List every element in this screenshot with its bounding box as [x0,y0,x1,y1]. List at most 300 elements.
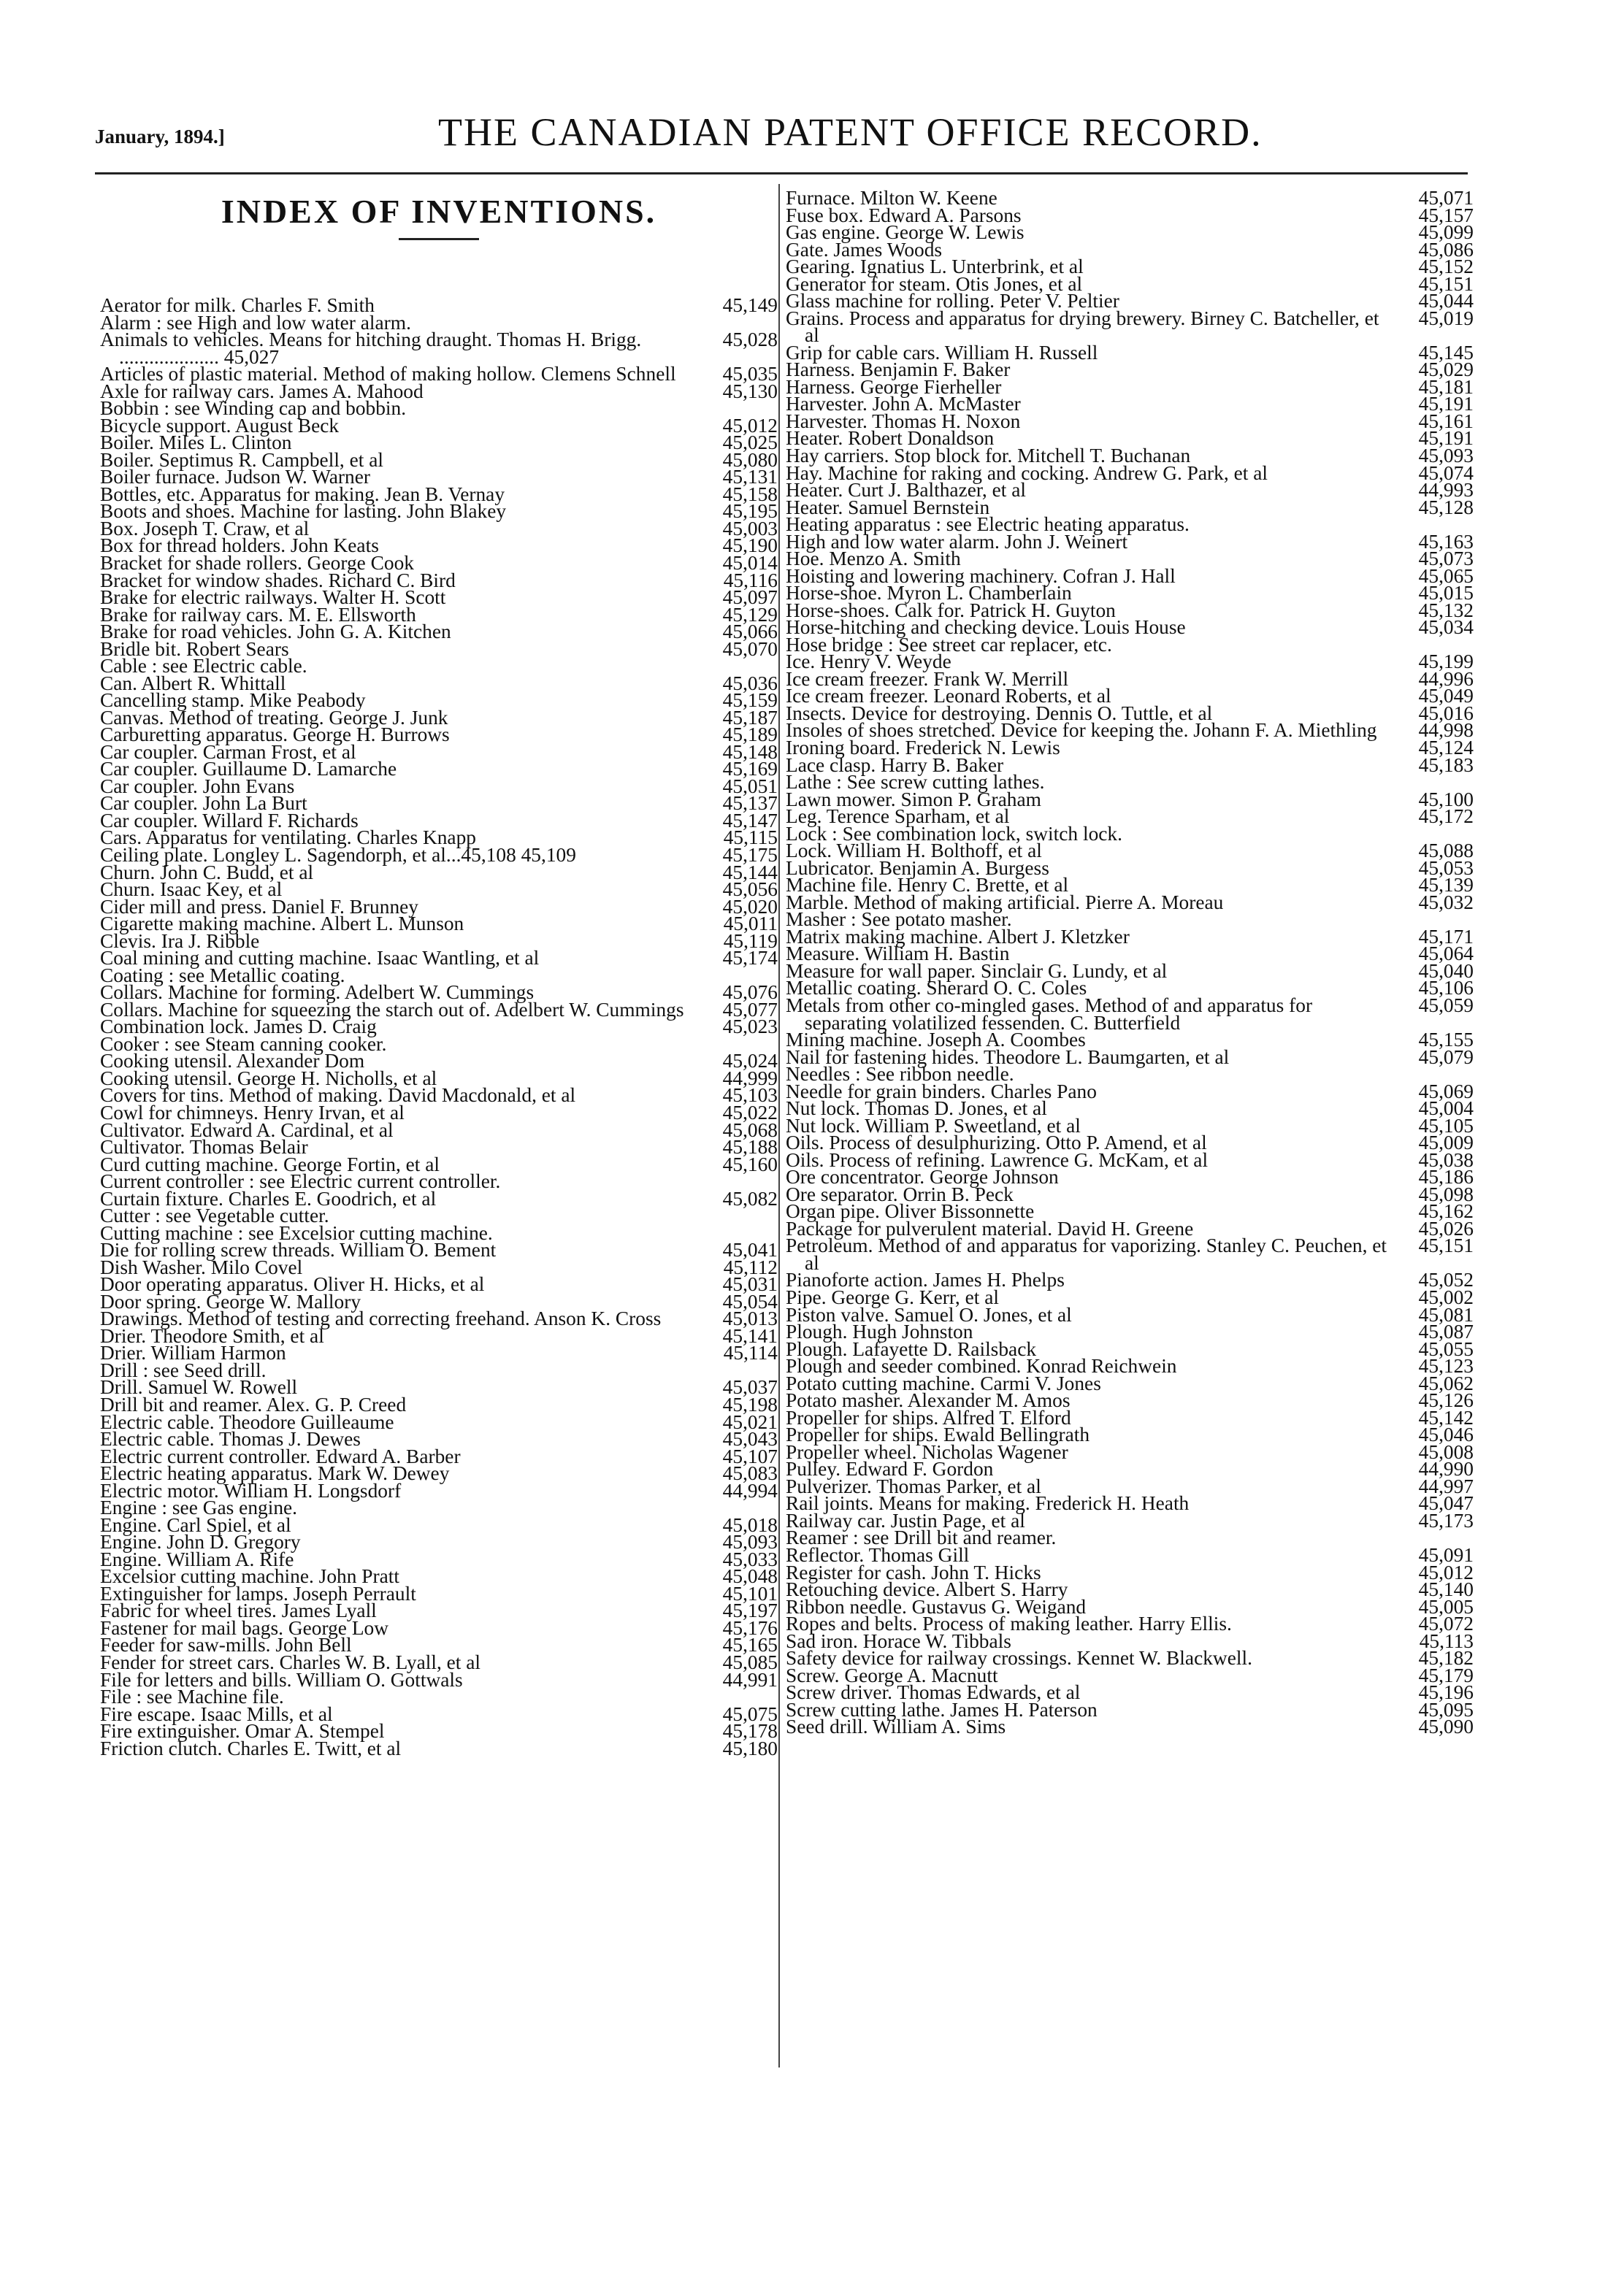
entry-text: Clevis. Ira J. Ribble [100,929,260,952]
patent-number: 45,023 [722,1015,778,1038]
entry-text: Nut lock. William P. Sweetland, et al [786,1114,1081,1137]
patent-number: 45,052 [1418,1269,1474,1291]
patent-number: 45,174 [722,947,778,970]
entry-text: Metals from other co-mingled gases. Method of and apparatus for separating volatilized fessenden. C. Butterfield [786,994,1313,1034]
patent-number: 45,186 [1418,1166,1474,1189]
entry-text: Collars. Machine for squeezing the starch out of. Adelbert W. Cummings [100,998,684,1021]
entry-text: Friction clutch. Charles E. Twitt, et al [100,1737,402,1759]
patent-number: 45,036 [722,672,778,694]
entry-text: Propeller for ships. Alfred T. Elford [786,1406,1071,1429]
patent-number: 45,112 [723,1256,778,1278]
patent-number: 45,093 [1418,444,1474,467]
patent-number: 45,161 [1418,410,1474,432]
patent-number: 45,055 [1418,1337,1474,1360]
entry-text: Masher : See potato masher. [786,908,1012,931]
entry-text: Gate. James Woods [786,238,943,261]
patent-number: 45,016 [1418,702,1474,724]
patent-number: 45,014 [722,551,778,574]
patent-number: 45,149 [722,294,778,316]
entry-text: Petroleum. Method of and apparatus for vaporizing. Stanley C. Peuchen, et al [786,1235,1387,1274]
patent-number: 45,044 [1418,290,1474,312]
entry-text: Articles of plastic material. Method of making hollow. Clemens Schnell [100,363,676,385]
entry-text: Harvester. Thomas H. Noxon [786,410,1021,432]
entry-text: Package for pulverulent material. David H. Greene [786,1217,1194,1240]
entry-text: High and low water alarm. John J. Weinert [786,530,1128,553]
patent-number: 44,999 [722,1067,778,1089]
entry-text: Fastener for mail bags. George Low [100,1616,389,1639]
patent-number: 45,015 [1418,582,1474,604]
patent-number: 45,179 [1418,1664,1474,1686]
patent-number: 45,082 [722,1187,778,1210]
patent-number: 45,175 [722,844,778,866]
patent-number: 45,073 [1418,548,1474,570]
entry-text: Cowl for chimneys. Henry Irvan, et al [100,1101,405,1124]
entry-text: Pulley. Edward F. Gordon [786,1458,994,1481]
patent-number: 45,139 [1418,874,1474,896]
entry-text: Plough and seeder combined. Konrad Reichwein [786,1355,1177,1378]
patent-number: 45,020 [722,895,778,918]
entry-text: Heating apparatus : see Electric heating apparatus. [786,513,1190,536]
patent-number: 45,151 [1418,1235,1474,1257]
entry-text: Drawings. Method of testing and correcting freehand. Anson K. Cross [100,1308,662,1330]
entry-text: Retouching device. Albert S. Harry [786,1578,1068,1601]
entry-text: Canvas. Method of treating. George J. Junk [100,706,448,729]
entry-text: Hoisting and lowering machinery. Cofran J. Hall [786,564,1176,587]
patent-number: 45,008 [1418,1440,1474,1463]
entry-text: Fabric for wheel tires. James Lyall [100,1600,377,1622]
entry-text: Hose bridge : See street car replacer, etc. [786,633,1112,656]
entry-text: Fire extinguisher. Omar A. Stempel [100,1720,385,1743]
entry-text: Dish Washer. Milo Covel [100,1256,303,1278]
patent-number: 45,032 [1418,891,1474,913]
entry-text: Plough. Lafayette D. Railsback [786,1337,1037,1360]
entry-text: Bracket for shade rollers. George Cook [100,551,414,574]
entry-text: Generator for steam. Otis Jones, et al [786,272,1083,295]
patent-number: 45,165 [722,1634,778,1656]
patent-number: 45,011 [723,913,778,935]
patent-number: 45,188 [722,1136,778,1159]
patent-number: 45,066 [722,621,778,643]
entry-text: Combination lock. James D. Craig [100,1015,377,1038]
patent-number: 45,035 [722,363,778,385]
entry-text: Ice. Henry V. Weyde [786,650,951,673]
patent-number: 45,004 [1418,1097,1474,1120]
patent-number: 45,130 [722,380,778,402]
patent-number: 45,095 [1418,1698,1474,1721]
entry-text: Cider mill and press. Daniel F. Brunney [100,895,418,918]
entry-text: Harness. Benjamin F. Baker [786,358,1011,381]
left-column [100,190,778,1757]
patent-number: 45,116 [723,569,778,591]
patent-number: 45,101 [722,1582,778,1605]
entry-text: Ironing board. Frederick N. Lewis [786,737,1060,759]
entry-text: Engine. Carl Spiel, et al [100,1513,291,1536]
patent-number: 45,049 [1418,685,1474,707]
entry-text: Screw. George A. Macnutt [786,1664,998,1686]
patent-number: 45,140 [1418,1578,1474,1601]
entry-text: Bridle bit. Robert Sears [100,637,289,660]
entry-text: Bobbin : see Winding cap and bobbin. [100,397,407,420]
patent-number: 45,075 [722,1702,778,1725]
patent-number: 45,031 [722,1273,778,1296]
entry-text: Safety device for railway crossings. Kennet W. Blackwell. [786,1647,1252,1670]
entry-text: Screw driver. Thomas Edwards, et al [786,1681,1081,1704]
patent-number: 45,081 [1418,1303,1474,1326]
patent-number: 45,151 [1418,272,1474,295]
entry-text: Car coupler. Willard F. Richards [100,809,359,832]
entry-text: Door operating apparatus. Oliver H. Hicks, et al [100,1273,485,1296]
patent-number: 45,145 [1418,341,1474,364]
entry-text: Car coupler. John Evans [100,775,295,797]
patent-number: 45,107 [722,1445,778,1467]
entry-text: Matrix making machine. Albert J. Kletzker [786,925,1130,948]
entry-text: Engine : see Gas engine. [100,1497,298,1519]
patent-number: 45,076 [722,981,778,1004]
patent-number: 45,053 [1418,856,1474,879]
patent-number: 45,142 [1418,1406,1474,1429]
patent-number: 45,137 [722,792,778,815]
entry-text: File : see Machine file. [100,1686,284,1708]
patent-number: 45,191 [1418,393,1474,415]
entry-text: Aerator for milk. Charles F. Smith [100,294,375,316]
index-entry [786,1716,1474,1738]
entry-text: Seed drill. William A. Sims [786,1716,1006,1738]
entry-text: Heater. Robert Donaldson [786,427,995,450]
patent-number: 45,029 [1418,358,1474,381]
patent-number: 45,018 [722,1513,778,1536]
patent-number: 45,197 [722,1600,778,1622]
patent-number: 44,997 [1418,1475,1474,1497]
entry-text: Car coupler. Guillaume D. Lamarche [100,758,397,780]
entry-text: Brake for road vehicles. John G. A. Kitchen [100,621,451,643]
entry-text: Cooker : see Steam canning cooker. [100,1032,387,1055]
patent-number: 45,098 [1418,1183,1474,1205]
entry-text: Electric cable. Theodore Guilleaume [100,1410,394,1433]
publication-title: THE CANADIAN PATENT OFFICE RECORD. [438,110,1263,154]
entry-text: Gas engine. George W. Lewis [786,221,1025,244]
entry-text: Collars. Machine for forming. Adelbert W. Cummings [100,981,535,1004]
patent-number: 45,040 [1418,959,1474,982]
entry-text: Churn. John C. Budd, et al [100,861,314,883]
entry-text: Curtain fixture. Charles E. Goodrich, et al [100,1187,437,1210]
entry-text: Lock : See combination lock, switch lock. [786,822,1122,845]
patent-number: 45,088 [1418,840,1474,862]
patent-number: 45,025 [722,431,778,454]
entry-text: File for letters and bills. William O. Gottwals [100,1668,463,1691]
patent-number: 45,074 [1418,461,1474,484]
patent-number: 45,169 [722,758,778,780]
patent-number: 45,048 [722,1565,778,1588]
patent-number: 45,024 [722,1050,778,1072]
patent-number: 45,173 [1418,1509,1474,1532]
entry-text: Needle for grain binders. Charles Pano [786,1080,1097,1102]
entry-text: Potato masher. Alexander M. Amos [786,1389,1071,1412]
patent-number: 45,100 [1418,788,1474,810]
entry-text: Hoe. Menzo A. Smith [786,548,961,570]
entry-text: Coal mining and cutting machine. Isaac Wantling, et al [100,947,540,970]
patent-number: 45,019 [1418,307,1474,329]
entry-text: Alarm : see High and low water alarm. [100,311,411,334]
patent-number: 45,191 [1418,427,1474,450]
entry-text: Cutter : see Vegetable cutter. [100,1205,329,1227]
patent-number: 45,080 [722,448,778,471]
entry-text: Current controller : see Electric current controller. [100,1170,501,1193]
entry-text: Drier. Theodore Smith, et al [100,1324,324,1347]
patent-number: 45,028 [722,329,778,351]
patent-number: 45,072 [1418,1613,1474,1635]
patent-number: 45,069 [1418,1080,1474,1102]
entry-text: Register for cash. John T. Hicks [786,1561,1041,1583]
entry-text: Oils. Process of refining. Lawrence G. McKam, et al [786,1148,1209,1171]
index-entry [100,1737,778,1759]
entry-text: Propeller wheel. Nicholas Wagener [786,1440,1068,1463]
entry-text: Curd cutting machine. George Fortin, et al [100,1153,440,1175]
entry-text: Drier. William Harmon [100,1342,286,1364]
entry-text: Horse-shoe. Myron L. Chamberlain [786,582,1072,604]
patent-number: 45,062 [1418,1372,1474,1394]
entry-text: Bottles, etc. Apparatus for making. Jean B. Vernay [100,483,505,505]
entry-text: Screw cutting lathe. James H. Paterson [786,1698,1098,1721]
entry-text: Horse-hitching and checking device. Louis House [786,616,1186,639]
entry-text: Brake for railway cars. M. E. Ellsworth [100,603,416,626]
patent-number: 45,037 [722,1376,778,1399]
patent-number: 45,090 [1418,1716,1474,1738]
patent-number: 45,147 [722,809,778,832]
entry-text: Churn. Isaac Key, et al [100,878,283,901]
entry-text: Insects. Device for destroying. Dennis O. Tuttle, et al [786,702,1213,724]
patent-number: 45,033 [722,1548,778,1570]
entry-text: Box. Joseph T. Craw, et al [100,517,310,540]
patent-number: 45,119 [723,929,778,952]
entry-text: Mining machine. Joseph A. Coombes [786,1029,1086,1051]
entry-text: Ice cream freezer. Leonard Roberts, et al [786,685,1111,707]
entry-text: Cultivator. Thomas Belair [100,1136,308,1159]
entry-text: Nut lock. Thomas D. Jones, et al [786,1097,1047,1120]
patent-number: 45,002 [1418,1286,1474,1308]
right-column [786,187,1474,1738]
patent-number: 45,097 [722,586,778,609]
entry-text: Measure. William H. Bastin [786,942,1010,965]
patent-number: 44,996 [1418,667,1474,690]
patent-number: 45,163 [1418,530,1474,553]
patent-number: 45,199 [1418,650,1474,673]
patent-number: 45,099 [1418,221,1474,244]
entry-text: Cutting machine : see Excelsior cutting machine. [100,1221,493,1244]
entry-text: Car coupler. John La Burt [100,792,307,815]
patent-number: 45,115 [723,826,778,849]
patent-number: 45,077 [722,998,778,1021]
entry-text: Cooking utensil. Alexander Dom [100,1050,365,1072]
entry-text: Cultivator. Edward A. Cardinal, et al [100,1118,394,1141]
entry-text: Propeller for ships. Ewald Bellingrath [786,1424,1090,1446]
patent-number: 45,124 [1418,737,1474,759]
entry-text: Boiler furnace. Judson W. Warner [100,466,371,488]
patent-number: 45,009 [1418,1132,1474,1154]
entry-text: Cable : see Electric cable. [100,655,307,677]
entry-text: Hay. Machine for raking and cocking. Andrew G. Park, et al [786,461,1268,484]
patent-number: 45,159 [722,689,778,712]
entry-text: Reamer : see Drill bit and reamer. [786,1527,1057,1549]
patent-number: 45,059 [1418,994,1474,1016]
entry-text: Marble. Method of making artificial. Pierre A. Moreau [786,891,1224,913]
patent-number: 45,003 [722,517,778,540]
entry-text: Drill. Samuel W. Rowell [100,1376,298,1399]
entry-text: Piston valve. Samuel O. Jones, et al [786,1303,1072,1326]
patent-number: 45,022 [722,1101,778,1124]
entry-text: Boiler. Miles L. Clinton [100,431,292,454]
patent-number: 45,144 [722,861,778,883]
patent-number: 45,087 [1418,1321,1474,1343]
entry-text: Bracket for window shades. Richard C. Bird [100,569,456,591]
entry-text: Lace clasp. Harry B. Baker [786,753,1004,776]
entry-text: Cooking utensil. George H. Nicholls, et al [100,1067,437,1089]
entry-text: Ropes and belts. Process of making leather. Harry Ellis. [786,1613,1232,1635]
page-header [95,110,1526,168]
patent-number: 45,162 [1418,1200,1474,1223]
header-rule [95,172,1468,174]
entry-text: Excelsior cutting machine. John Pratt [100,1565,400,1588]
entry-text: Ice cream freezer. Frank W. Merrill [786,667,1069,690]
entry-text: Grains. Process and apparatus for drying brewery. Birney C. Batcheller, et al [786,307,1379,347]
entry-text: Ribbon needle. Gustavus G. Weigand [786,1595,1087,1618]
patent-number: 45,065 [1418,564,1474,587]
patent-number: 45,189 [722,723,778,746]
entry-text: Plough. Hugh Johnston [786,1321,973,1343]
entry-text: Reflector. Thomas Gill [786,1543,970,1566]
entry-text: Glass machine for rolling. Peter V. Peltier [786,290,1119,312]
entry-text: Potato cutting machine. Carmi V. Jones [786,1372,1101,1394]
entry-text: Fender for street cars. Charles W. B. Lyall, et al [100,1651,481,1673]
patent-number: 45,106 [1418,977,1474,999]
entry-text: Ceiling plate. Longley L. Sagendorph, et al...45,108 45,109 [100,844,576,866]
patent-number: 45,198 [722,1394,778,1416]
entry-text: Ore concentrator. George Johnson [786,1166,1059,1189]
entry-text: Animals to vehicles. Means for hitching draught. Thomas H. Brigg. .................... 45,027 [100,329,642,368]
patent-number: 45,158 [722,483,778,505]
patent-number: 45,131 [722,466,778,488]
patent-number: 45,056 [722,878,778,901]
section-title: INDEX OF INVENTIONS. [221,193,657,230]
patent-number: 45,183 [1418,753,1474,776]
patent-number: 45,176 [722,1616,778,1639]
patent-number: 45,068 [722,1118,778,1141]
left-entries [100,294,778,1759]
patent-number: 45,046 [1418,1424,1474,1446]
issue-date: January, 1894.] [95,126,225,147]
patent-number: 45,051 [722,775,778,797]
patent-number: 45,070 [722,637,778,660]
patent-number: 45,148 [722,740,778,763]
index-entry [786,994,1474,1034]
entry-text: Fuse box. Edward A. Parsons [786,204,1022,226]
entry-text: Feeder for saw-mills. John Bell [100,1634,352,1656]
patent-number: 45,086 [1418,238,1474,261]
entry-text: Insoles of shoes stretched. Device for keeping the. Johann F. A. Miethling [786,719,1377,742]
patent-number: 45,182 [1418,1647,1474,1670]
patent-number: 45,160 [722,1153,778,1175]
entry-text: Grip for cable cars. William H. Russell [786,341,1098,364]
entry-text: Heater. Samuel Bernstein [786,496,990,518]
patent-number: 44,998 [1418,719,1474,742]
right-entries [786,187,1474,1738]
entry-text: Can. Albert R. Whittall [100,672,286,694]
entry-text: Nail for fastening hides. Theodore L. Baumgarten, et al [786,1045,1230,1068]
entry-text: Door spring. George W. Mallory [100,1290,361,1313]
entry-text: Brake for electric railways. Walter H. Scott [100,586,446,609]
patent-number: 45,021 [722,1410,778,1433]
entry-text: Rail joints. Means for making. Frederick H. Heath [786,1492,1190,1515]
entry-text: Oils. Process of desulphurizing. Otto P. Amend, et al [786,1132,1207,1154]
entry-text: Machine file. Henry C. Brette, et al [786,874,1069,896]
patent-number: 45,012 [1418,1561,1474,1583]
entry-text: Die for rolling screw threads. William O. Bement [100,1239,497,1262]
patent-number: 45,047 [1418,1492,1474,1515]
index-entry [786,307,1474,347]
entry-text: Cars. Apparatus for ventilating. Charles Knapp [100,826,476,849]
patent-number: 45,113 [1419,1629,1474,1652]
entry-text: Cigarette making machine. Albert L. Munson [100,913,464,935]
entry-text: Electric motor. William H. Longsdorf [100,1479,402,1502]
patent-number: 45,129 [722,603,778,626]
patent-number: 45,038 [1418,1148,1474,1171]
patent-number: 45,114 [723,1342,778,1364]
patent-number: 45,041 [722,1239,778,1262]
patent-number: 45,196 [1418,1681,1474,1704]
patent-number: 45,079 [1418,1045,1474,1068]
entry-text: Sad iron. Horace W. Tibbals [786,1629,1011,1652]
patent-number: 45,157 [1418,204,1474,226]
patent-number: 45,152 [1418,256,1474,278]
patent-number: 45,091 [1418,1543,1474,1566]
patent-number: 45,005 [1418,1595,1474,1618]
entry-text: Needles : See ribbon needle. [786,1063,1014,1086]
entry-text: Boiler. Septimus R. Campbell, et al [100,448,384,471]
entry-text: Box for thread holders. John Keats [100,534,379,557]
patent-number: 44,990 [1418,1458,1474,1481]
entry-text: Lawn mower. Simon P. Graham [786,788,1041,810]
entry-text: Harness. George Fierheller [786,375,1002,398]
entry-text: Pianoforte action. James H. Phelps [786,1269,1065,1291]
entry-text: Car coupler. Carman Frost, et al [100,740,356,763]
entry-text: Electric cable. Thomas J. Dewes [100,1428,361,1451]
entry-text: Boots and shoes. Machine for lasting. John Blakey [100,500,507,523]
column-divider [778,184,780,2067]
entry-text: Pulverizer. Thomas Parker, et al [786,1475,1041,1497]
entry-text: Leg. Terence Sparham, et al [786,805,1010,828]
patent-number: 45,123 [1418,1355,1474,1378]
patent-number: 45,172 [1418,805,1474,828]
entry-text: Bicycle support. August Beck [100,414,340,437]
entry-text: Lubricator. Benjamin A. Burgess [786,856,1049,879]
patent-number: 45,013 [722,1308,778,1330]
entry-text: Ore separator. Orrin B. Peck [786,1183,1014,1205]
patent-number: 45,064 [1418,942,1474,965]
patent-number: 45,026 [1418,1217,1474,1240]
patent-number: 45,083 [722,1462,778,1485]
entry-text: Pipe. George G. Kerr, et al [786,1286,999,1308]
entry-text: Electric current controller. Edward A. Barber [100,1445,461,1467]
patent-number: 45,155 [1418,1029,1474,1051]
entry-text: Hay carriers. Stop block for. Mitchell T. Buchanan [786,444,1191,467]
entry-text: Fire escape. Isaac Mills, et al [100,1702,333,1725]
entry-text: Heater. Curt J. Balthazer, et al [786,479,1026,502]
entry-text: Drill bit and reamer. Alex. G. P. Creed [100,1394,407,1416]
entry-text: Measure for wall paper. Sinclair G. Lundy, et al [786,959,1168,982]
patent-number: 45,012 [722,414,778,437]
patent-number: 45,071 [1418,187,1474,209]
entry-text: Horse-shoes. Calk for. Patrick H. Guyton [786,599,1116,621]
patent-number: 45,126 [1418,1389,1474,1412]
